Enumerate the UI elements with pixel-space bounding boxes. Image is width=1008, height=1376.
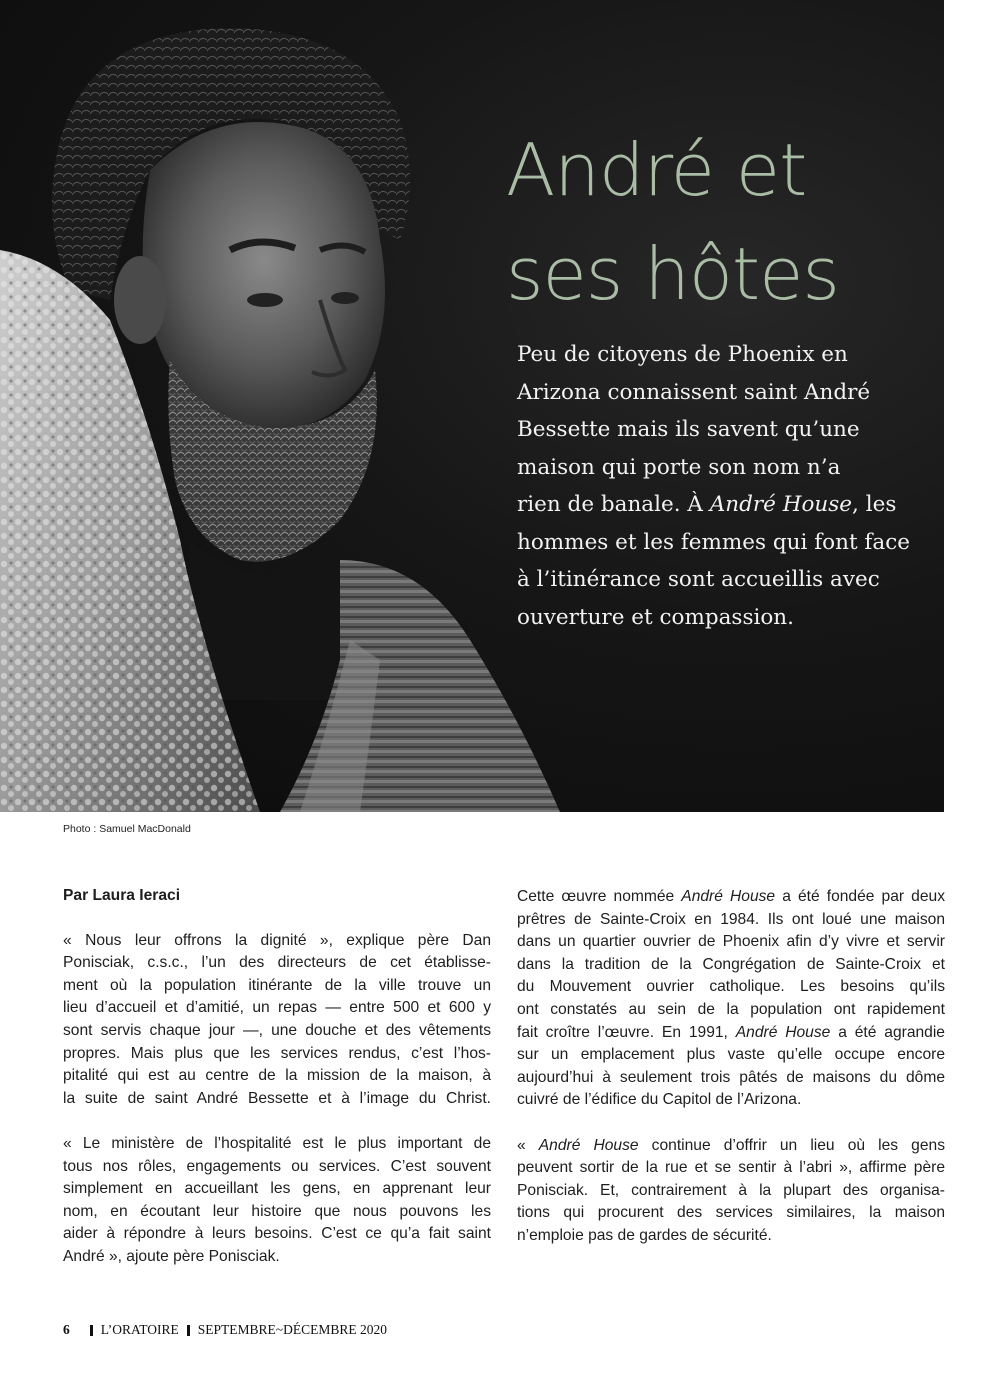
paragraph [517, 886, 945, 1112]
italic-run: André House [735, 1023, 831, 1041]
text-line [517, 1135, 945, 1158]
column-left [63, 885, 491, 1291]
text-run: continue d’offrir un lieu où les gens [638, 1136, 945, 1154]
portrait-photo [0, 0, 560, 812]
article-title [506, 118, 839, 326]
magazine-name: L’ORATOIRE [100, 1322, 179, 1337]
text-line: « Nous leur offrons la dignité », explique père Dan [63, 931, 491, 949]
text-line: propres. Mais plus que les services rendus, c’est l’hos- [63, 1044, 491, 1062]
text-line: ment où la population itinérante de la ville trouve un [63, 976, 491, 994]
lead-line: Bessette mais ils savent qu’une [517, 417, 860, 442]
paragraph [63, 930, 491, 1111]
text-line: la suite de saint André Bessette et à l’image du Christ. [63, 1089, 491, 1107]
text-line: n’emploie pas de gardes de sécurité. [517, 1226, 772, 1244]
text-line: dans la tradition de la Congrégation de Sainte-Croix et [517, 955, 945, 973]
text-line: nom, en écoutant leur histoire que nous pouvons les [63, 1202, 491, 1220]
page-footer [63, 1322, 387, 1338]
lead-line: Arizona connaissent saint André [517, 379, 871, 405]
title-line: ses hôtes [506, 232, 839, 316]
text-line: sont servis chaque jour —, une douche et des vêtements [63, 1021, 491, 1039]
italic-run: André House [538, 1136, 639, 1154]
text-line: Ponisciak, c.s.c., l’un des directeurs de cet établisse- [63, 954, 491, 972]
title-line: André et [506, 128, 807, 212]
text-line: sur un emplacement plus vaste qu’elle occupe encore [517, 1046, 945, 1064]
text-line: ont constatés au sein de la population ont rapidement [517, 1000, 945, 1018]
text-line: André », ajoute père Ponisciak. [63, 1247, 280, 1265]
lead-italic: André House [709, 492, 853, 517]
text-line: peuvent sortir de la rue et se sentir à l’abri », affirme père [517, 1159, 945, 1177]
text-run: a été fondée par deux [775, 888, 945, 905]
text-line: dans un quartier ouvrier de Phoenix afin d’y vivre et servir [517, 933, 945, 951]
lead-text: rien de banale. À [517, 492, 710, 517]
text-run: Cette œuvre nommée [517, 888, 682, 905]
lead-line: Peu de citoyens de Phoenix en [517, 342, 848, 367]
lead-line: ouverture et compassion. [517, 604, 794, 630]
lead-line: à l’itinérance sont accueillis avec [517, 567, 880, 592]
text-run: « [517, 1136, 539, 1154]
text-line: du Mouvement ouvrier catholique. Les besoins qu’ils [517, 978, 945, 996]
text-line: pitalité qui est au centre de la mission de la maison, à [63, 1067, 491, 1085]
text-line: cuivré de l’édifice du Capitol de l’Arizona. [517, 1091, 802, 1109]
issue-date: SEPTEMBRE~DÉCEMBRE 2020 [197, 1322, 387, 1337]
italic-run: André House [681, 888, 776, 905]
text-line: simplement en accueillant les gens, en apprenant leur [63, 1180, 491, 1198]
paragraph [517, 1135, 945, 1248]
text-line: tions qui procurent des services similaires, la maison [517, 1204, 945, 1222]
lead-text: , les [852, 492, 897, 517]
text-line: Ponisciak. Et, contrairement à la plupart des organisa- [517, 1181, 945, 1199]
text-line [517, 886, 945, 909]
lead-line: maison qui porte son nom n’a [517, 454, 841, 480]
page-number: 6 [63, 1322, 70, 1337]
text-line: lieu d’accueil et d’amitié, un repas — entre 500 et 600 y [63, 999, 491, 1017]
text-run: fait croître l’œuvre. En 1991, [517, 1023, 736, 1041]
paragraph [63, 1133, 491, 1269]
byline: Par Laura Ieraci [63, 887, 181, 904]
text-line: « Le ministère de l’hospitalité est le plus important de [63, 1134, 491, 1152]
text-line: prêtres de Sainte-Croix en 1984. Ils ont loué une maison [517, 910, 945, 928]
text-line: aujourd’hui à seulement trois pâtés de maisons du dôme [517, 1068, 945, 1086]
photo-credit: Photo : Samuel MacDonald [63, 823, 191, 835]
article-lead [517, 336, 917, 636]
footer-divider [187, 1325, 190, 1336]
text-line [517, 1022, 945, 1045]
text-run: a été agrandie [830, 1023, 945, 1041]
lead-line [517, 486, 917, 524]
footer-divider [90, 1325, 93, 1336]
lead-line: hommes et les femmes qui font face [517, 529, 910, 555]
text-line: aider à répondre à leurs besoins. C’est ce qu’a fait saint [63, 1225, 491, 1243]
column-right [517, 886, 945, 1270]
text-line: tous nos rôles, engagements ou services. C’est souvent [63, 1157, 491, 1175]
